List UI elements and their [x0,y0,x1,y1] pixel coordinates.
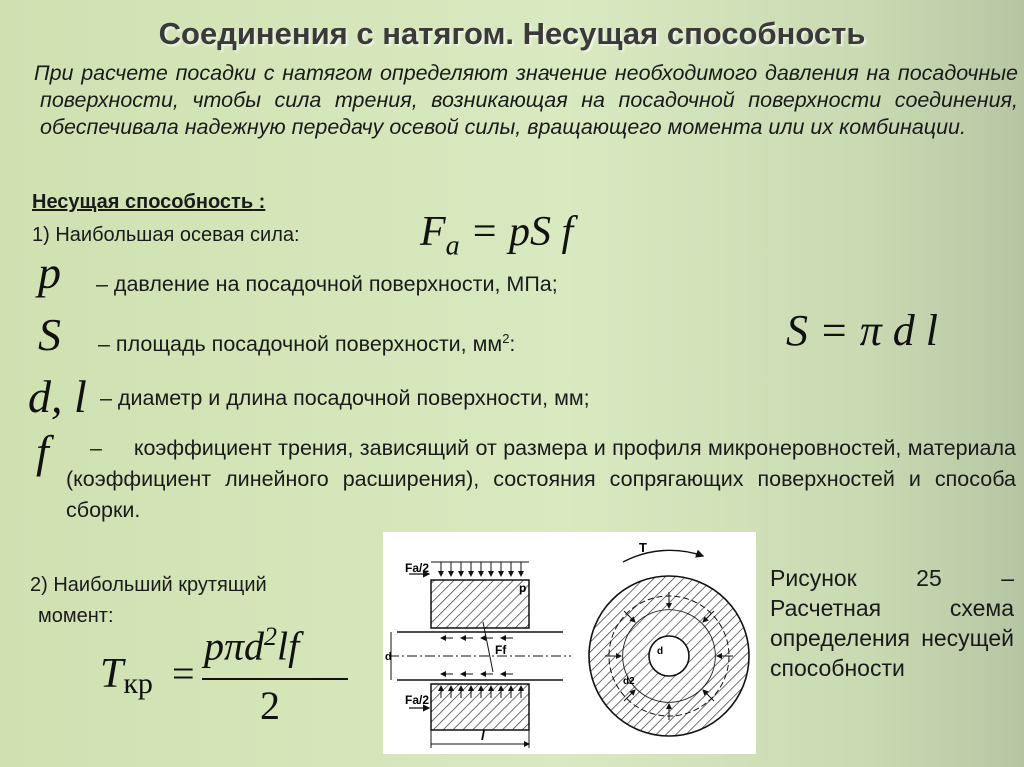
formula-axial-rhs: = pS f [459,209,574,255]
formula-torque-numerator [204,622,299,669]
label-d: d [385,651,392,663]
symbol-p: p [38,247,61,298]
section-heading-colon: : [253,191,266,213]
schematic-svg [383,532,756,754]
formula-torque-fraction-bar [202,678,348,680]
formula-torque-denominator: 2 [260,683,280,728]
label-d2: d2 [623,676,635,687]
item-torque-line1: 2) Наибольший крутящий [30,574,267,596]
schematic-figure [383,532,756,759]
legend-f-body: коэффициент трения, зависящий от размера и профиля микронеровностей, материала (коэффициент линейного расширения), состояния сопрягающих поверхностей и способа сборки. [66,436,1016,522]
legend-f-text [66,433,1016,526]
slide-title: Соединения с натягом. Несущая способность [158,16,866,51]
ring-bore [649,636,689,676]
legend-f-dash: – [90,436,102,460]
label-ff: Ff [495,643,507,657]
formula-torque-eq: = [172,651,195,696]
legend-s-text [98,331,515,357]
label-fa-top: Fa/2 [405,561,430,575]
formula-torque-num-b: lf [277,623,300,669]
label-d-ring: d [657,646,664,657]
label-p: p [519,581,527,595]
formula-torque [100,622,360,740]
symbol-s: S [38,309,61,360]
legend-dl-text: – диаметр и длина посадочной поверхности, мм; [100,386,590,410]
intro-paragraph: При расчете посадки с натягом определяют значение необходимого давления на посадочные поверхности, чтобы сила трения, возникающая на посадочной поверхности соединения, обеспечивала надежную передачу осевой силы, вращающего момента или их комбинации. [34,61,1018,139]
formula-torque-sub: кр [123,667,153,700]
formula-axial-sub: a [445,230,460,262]
figure-caption: Рисунок 25 – Расчетная схема определения несущей способности [770,565,1014,681]
section-heading [32,191,265,214]
hub-top [431,580,529,628]
legend-p-text: – давление на посадочной поверхности, МПа; [96,272,558,296]
label-fa-bottom: Fa/2 [405,693,430,707]
symbol-dl: d, l [28,371,87,422]
formula-torque-num-sup: 2 [264,622,278,651]
formula-axial-lhs: F [420,209,446,255]
label-t: T [639,540,647,555]
hub-bottom [431,684,529,730]
formula-axial-force [420,208,573,262]
label-l: l [481,728,485,743]
formula-torque-lhs: T [100,651,124,697]
section-heading-text: Несущая способность [32,191,254,213]
formula-torque-lhs-wrap [100,650,153,701]
item-torque-line2: момент: [38,605,114,627]
legend-s-main: – площадь посадочной поверхности, мм [98,332,503,357]
formula-area: S = π d l [786,306,938,355]
symbol-f: f [36,426,49,477]
formula-torque-num-a: pπd [204,623,265,669]
legend-s-end: : [509,332,516,357]
legend-s-sup: 2 [502,331,510,346]
item-axial-force: 1) Наибольшая осевая сила: [32,224,300,246]
